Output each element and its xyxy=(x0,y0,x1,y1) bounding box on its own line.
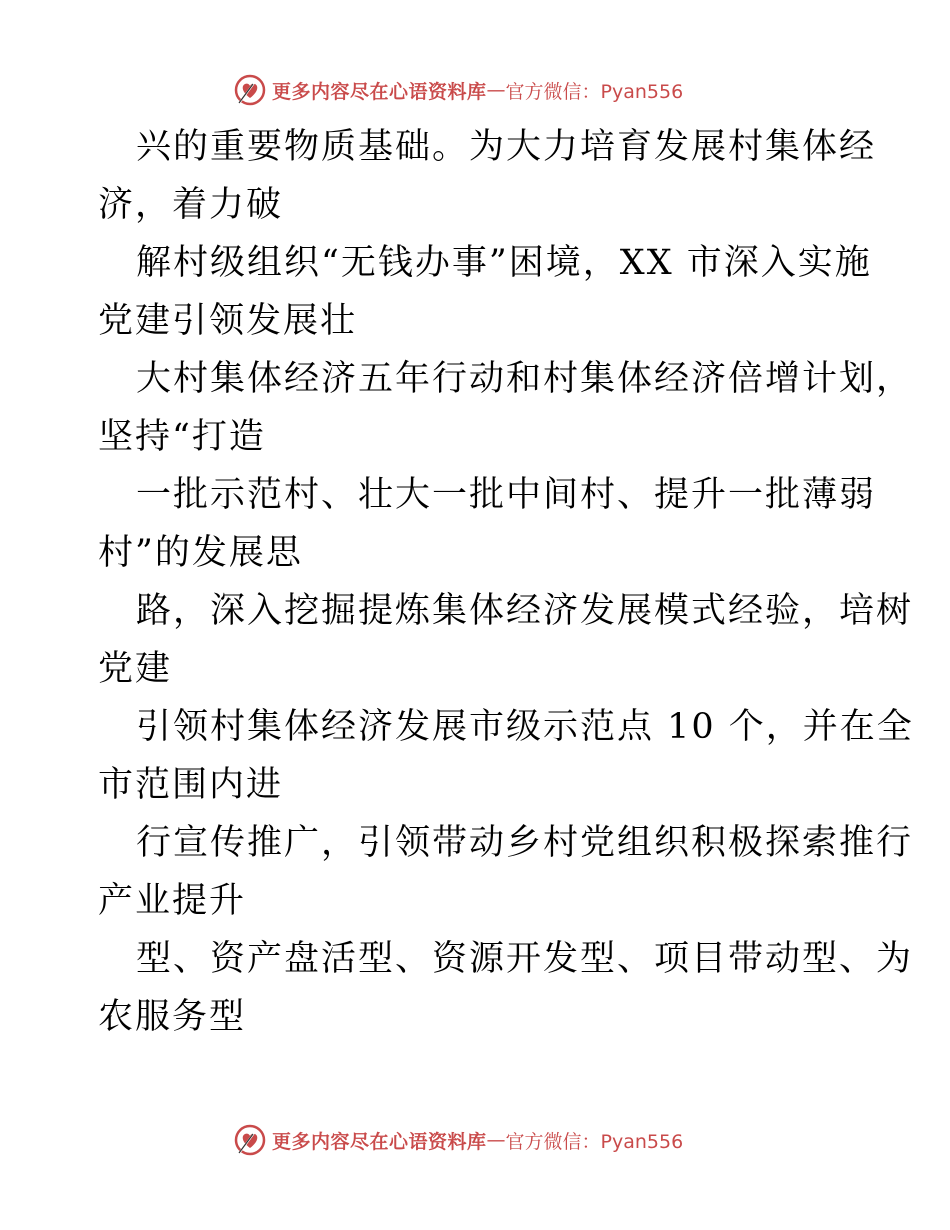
body-line: 大村集体经济五年行动和村集体经济倍增计划， xyxy=(136,359,914,399)
banner-text: 更多内容尽在心语资料库 xyxy=(272,1130,487,1153)
body-line: 济，着力破 xyxy=(98,185,284,225)
body-line: 产业提升 xyxy=(98,881,247,921)
body-line: 党建引领发展壮 xyxy=(98,301,358,341)
banner-text: 更多内容尽在心语资料库 xyxy=(272,80,487,103)
banner-separator: — xyxy=(486,79,506,101)
document-body xyxy=(98,118,914,1046)
footer-banner xyxy=(234,1122,683,1158)
banner-separator: — xyxy=(486,1129,506,1151)
body-line: 党建 xyxy=(98,649,173,689)
heart-pen-logo-icon xyxy=(234,74,266,106)
wechat-contact: 官方微信：Pyan556 xyxy=(505,80,684,103)
body-line: 型、资产盘活型、资源开发型、项目带动型、为 xyxy=(136,939,914,979)
heart-pen-logo-icon xyxy=(234,1124,266,1156)
body-line: 一批示范村、壮大一批中间村、提升一批薄弱 xyxy=(136,475,877,515)
body-line: 行宣传推广，引领带动乡村党组织积极探索推行 xyxy=(136,823,914,863)
header-banner xyxy=(234,72,683,108)
body-line: 引领村集体经济发展市级示范点 10 个，并在全 xyxy=(136,707,914,747)
wechat-contact: 官方微信：Pyan556 xyxy=(505,1130,684,1153)
body-line: 市范围内进 xyxy=(98,765,284,805)
body-line: 解村级组织“无钱办事”困境，XX 市深入实施 xyxy=(136,243,872,283)
body-line: 农服务型 xyxy=(98,997,247,1037)
body-line: 兴的重要物质基础。为大力培育发展村集体经 xyxy=(136,127,877,167)
body-line: 路，深入挖掘提炼集体经济发展模式经验，培树 xyxy=(136,591,914,631)
body-line: 坚持“打造 xyxy=(98,417,266,457)
body-line: 村”的发展思 xyxy=(98,533,303,573)
